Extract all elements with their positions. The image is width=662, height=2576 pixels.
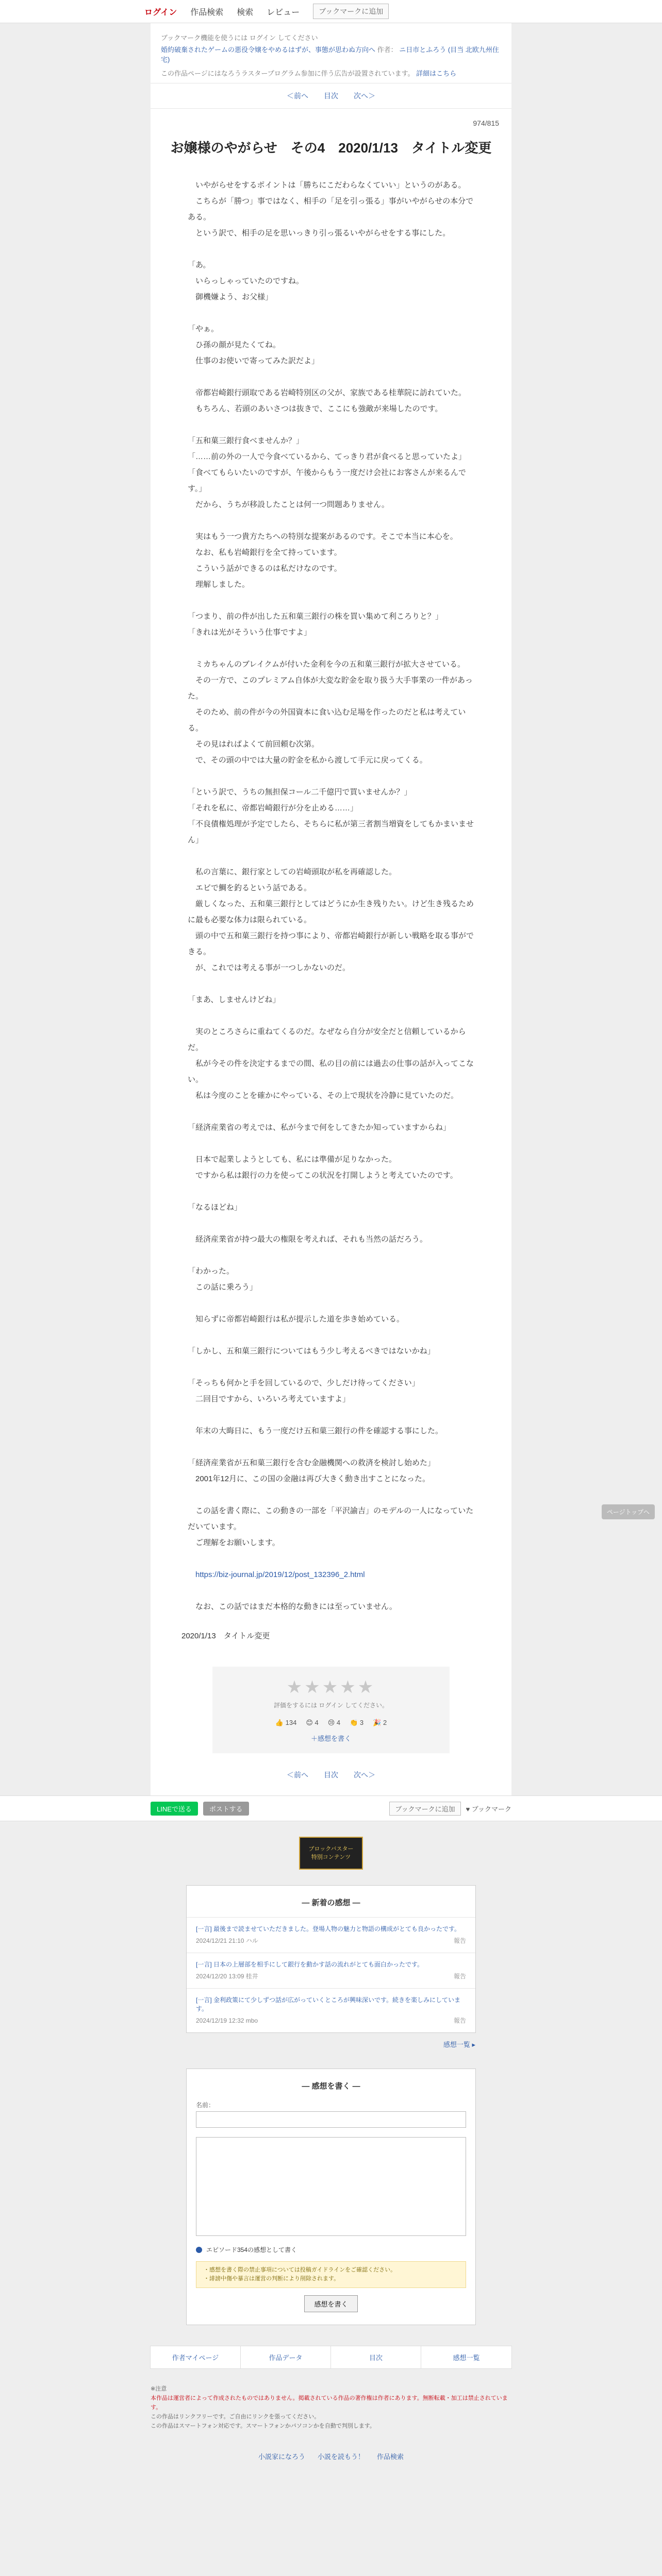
body-paragraph: ひ孫の顔が見たくてね。 [188, 341, 281, 349]
body-paragraph [188, 305, 474, 321]
body-paragraph: 「わかった。 [188, 1267, 235, 1276]
episode-counter: 974/815 [473, 119, 499, 127]
series-info [151, 44, 511, 66]
share-bar [0, 1795, 662, 1821]
body-paragraph [188, 1008, 474, 1024]
body-paragraph: 日本で起業しようとしても、私には準備が足りなかった。 [188, 1155, 397, 1164]
review-report[interactable]: 報告 [453, 1973, 466, 1980]
search-link[interactable]: 検索 [237, 8, 254, 17]
episode-body [151, 177, 511, 1615]
main-content [151, 23, 511, 1795]
body-paragraph [188, 592, 474, 608]
review-link[interactable]: レビュー [267, 8, 300, 17]
review-user[interactable]: 桂井 [245, 1973, 258, 1980]
episode-title: お嬢様のやがらせ その4 2020/1/13 タイトル変更 [170, 140, 492, 156]
body-paragraph: 実のところさらに重ねてくるのだ。なぜなら自分が安全だと信頼しているからだ。 [188, 1027, 466, 1052]
submit-review-button[interactable]: 感想を書く [304, 2295, 357, 2312]
body-paragraph [188, 1407, 474, 1423]
body-paragraph: この話に乗ろう」 [188, 1283, 258, 1292]
footer-index[interactable]: 目次 [331, 2346, 421, 2368]
next-link-bottom[interactable]: 次へ＞ [354, 1771, 375, 1779]
body-paragraph: 「まあ、しませんけどね」 [188, 995, 280, 1004]
body-paragraph [188, 1359, 474, 1375]
prev-link[interactable]: ＜前へ [287, 92, 308, 100]
rating-stars[interactable]: ★★★★★ [286, 1677, 376, 1697]
review-date: 2024/12/21 21:10 [196, 1937, 244, 1944]
pager-bottom [151, 1764, 511, 1795]
body-paragraph [188, 1183, 474, 1199]
body-paragraph: 実はもう一つ貴方たちへの特別な提案があるのです。そこで本当に本心を。 [188, 532, 458, 541]
reaction-4[interactable]: 👏 3 [350, 1719, 364, 1726]
body-paragraph: 「なるほどね」 [188, 1203, 242, 1212]
body-paragraph: 「やぁ。 [188, 325, 219, 333]
body-paragraph: こちらが「勝つ」事ではなく、相手の「足を引っ張る」事がいやがらせの本分である。 [188, 197, 474, 222]
reaction-row [212, 1719, 450, 1727]
name-label: 名前： [196, 2102, 215, 2109]
footer-mypage[interactable]: 作者マイページ [151, 2346, 241, 2368]
body-paragraph [188, 1247, 474, 1263]
review-date: 2024/12/20 13:09 [196, 1973, 244, 1980]
review-report[interactable]: 報告 [453, 2017, 466, 2024]
body-paragraph: 「経済産業省の考えでは、私が今まで何をしてきたか知っていますからね」 [188, 1123, 451, 1132]
body-paragraph: 私の言葉に、銀行家としての岩崎頭取が私を再確認した。 [188, 868, 397, 876]
body-paragraph: 理解しました。 [188, 580, 250, 589]
review-item [187, 1953, 475, 1988]
author-extra[interactable]: (目当 北欧九州住宅) [161, 46, 499, 63]
page-top-button[interactable]: ページトップへ [602, 1504, 655, 1519]
bookmark-button[interactable]: ブックマークに追加 [313, 4, 389, 19]
body-paragraph: その一方で、このプレミアム自体が大変な貯金を取り扱う大手事業の一件があった。 [188, 676, 473, 701]
prev-link-bottom[interactable]: ＜前へ [287, 1771, 308, 1779]
body-paragraph [188, 1136, 474, 1151]
author-link[interactable]: ニ日市とふろう [399, 46, 446, 54]
warning-line-2: ・誹謗中傷や暴言は運営の判断により削除されます。 [204, 2276, 340, 2282]
body-paragraph: 年末の大晦日に、もう一度だけ五和菓三銀行の件を確認する事にした。 [188, 1427, 443, 1435]
body-paragraph: 「きれは光がそういう仕事ですよ」 [188, 628, 312, 637]
body-paragraph: 「五和菓三銀行食べませんか？」 [188, 436, 304, 445]
review-text[interactable]: [一言] 最後まで読ませていただきました。登場人物の魅力と物語の構成がとても良かったです。 [196, 1925, 461, 1933]
body-paragraph [188, 1327, 474, 1343]
episode-check[interactable] [196, 2245, 466, 2254]
body-paragraph: なお、私も岩崎銀行を全て持っています。 [188, 548, 342, 557]
review-item [187, 1988, 475, 2032]
reaction-2[interactable]: 😊 4 [306, 1719, 319, 1726]
next-link[interactable]: 次へ＞ [354, 92, 375, 100]
warning-line-1: ・感想を書く際の禁止事項については投稿ガイドラインをご確認ください。 [204, 2267, 396, 2273]
review-text[interactable]: [一言] 日本の上層部を相手にして銀行を動かす話の流れがとても面白かったです。 [196, 1961, 424, 1968]
body-paragraph: エビで鯛を釣るという話である。 [188, 884, 312, 892]
reaction-3[interactable]: 😢 4 [327, 1719, 341, 1726]
bookmark-add-button[interactable]: ブックマークに追加 [389, 1802, 460, 1816]
review-meta [196, 1937, 466, 1945]
post-share-button[interactable]: ポストする [203, 1802, 249, 1816]
body-paragraph [188, 1487, 474, 1503]
login-link[interactable]: ログイン [144, 8, 177, 17]
bottom-nav [0, 2451, 662, 2461]
body-paragraph [188, 369, 474, 385]
warning-box [196, 2261, 466, 2288]
body-paragraph: 私が今その件を決定するまでの間、私の目の前には過去の仕事の話が入ってこない。 [188, 1059, 474, 1084]
review-user[interactable]: ハル [245, 1937, 258, 1944]
index-link[interactable]: 目次 [324, 92, 338, 100]
reaction-1[interactable]: 👍 134 [275, 1719, 297, 1726]
body-paragraph: その見はればよくて前回頼む次第。 [188, 740, 320, 749]
body-paragraph: 「という訳で、うちの無担保コール二千億円で買いませんか？」 [188, 788, 412, 796]
body-paragraph: 私は今度のことを確かにやっている、その上で現状を冷静に見ていたのだ。 [188, 1091, 459, 1100]
top-bar [0, 0, 662, 23]
check-radio-icon[interactable] [196, 2247, 202, 2253]
bottom-link-1[interactable]: 小説家になろう [258, 2453, 305, 2461]
footer-links [150, 2346, 512, 2369]
body-paragraph [188, 1583, 474, 1599]
pager-top [151, 83, 511, 109]
caution-red: 本作品は運営者によって作成されたものではありません。掲載されている作品の著作権は作者にあります。無断転載・加工は禁止されています。 [151, 2395, 508, 2411]
ranking-link[interactable]: 作品検索 [190, 8, 224, 17]
review-date: 2024/12/19 12:32 [196, 2017, 244, 2024]
body-paragraph: いやがらせをするポイントは「勝ちにこだわらなくていい」というのがある。 [188, 181, 466, 190]
body-paragraph: 「そっちも何かと手を回しているので、少しだけ待ってください」 [188, 1379, 420, 1387]
body-paragraph: もちろん、若頭のあいさつは抜きで、ここにも強敵が来場したのです。 [188, 404, 443, 413]
body-paragraph: 知らずに帝都岩崎銀行は私が提示した道を歩き始めている。 [188, 1315, 405, 1324]
body-paragraph [188, 417, 474, 433]
index-link-bottom[interactable]: 目次 [324, 1771, 338, 1779]
body-paragraph [188, 513, 474, 529]
body-paragraph: 「あ。 [188, 261, 211, 269]
bottom-link-2[interactable]: 小説を読もう！ [317, 2453, 365, 2461]
body-paragraph [188, 1439, 474, 1455]
body-paragraph[interactable]: https://biz-journal.jp/2019/12/post_132396_2.html [188, 1570, 365, 1579]
body-paragraph: ご理解をお願いします。 [188, 1538, 280, 1547]
body-paragraph: 二回目ですから、いろいろ考えていますよ」 [188, 1395, 351, 1403]
body-paragraph: 御機嫌よう、お父様」 [188, 293, 273, 301]
body-paragraph: 「経済産業省が五和菓三銀行を含む金融機関への救済を検討し始めた」 [188, 1459, 436, 1467]
footer-reviews[interactable]: 感想一覧 [453, 2354, 480, 2362]
ad-note [151, 66, 511, 83]
series-title-link[interactable]: 婚約破棄されたゲームの悪役令嬢をやめるはずが、事態が思わぬ方向へ [161, 46, 376, 54]
review-meta [196, 2016, 466, 2025]
body-paragraph: 「それを私に、帝都岩崎銀行が分を止める……」 [188, 804, 358, 812]
reviews-title: ― 新着の感想 ― [302, 1899, 360, 1907]
caution-normal-2: この作品はスマートフォン対応です。スマートフォンかパソコンかを自動で判別します。 [151, 2423, 375, 2429]
body-paragraph: 頭の中で五和菓三銀行を持つ事により、帝都岩崎銀行が新しい戦略を取る事ができる。 [188, 931, 474, 956]
body-paragraph: だから、うちが移設したことは何一つ問題ありません。 [188, 500, 389, 509]
caution-box [151, 2384, 511, 2431]
review-form [186, 2069, 476, 2325]
body-paragraph: 「しかし、五和菓三銀行についてはもう少し考えるべきではないかね」 [188, 1347, 435, 1355]
promo-banner[interactable] [299, 1837, 363, 1870]
review-meta [196, 1972, 466, 1981]
promo-banner-text: ブロックバスター 特別コンテンツ [308, 1846, 354, 1860]
rating-box [212, 1667, 450, 1753]
review-report[interactable]: 報告 [453, 1937, 466, 1944]
body-paragraph: この話を書く際に、この動きの一部を「平沢諭吉」のモデルの一人になっていただいています。 [188, 1506, 474, 1531]
body-paragraph: で、その頭の中では大量の貯金を私から渡して手元に戻ってくる。 [188, 756, 427, 765]
body-paragraph [188, 976, 474, 992]
bookmark-status[interactable]: ♥ ブックマーク [466, 1805, 511, 1813]
line-share-button[interactable]: LINEで送る [151, 1802, 198, 1816]
review-item [187, 1917, 475, 1953]
body-paragraph: 帝都岩崎銀行頭取である岩崎特別区の父が、家族である桂華院に訪れていた。 [188, 388, 467, 397]
body-paragraph: 厳しくなった、五和菓三銀行としてはどうにか生き残りたい。けど生き残るために最も必要な体力は限られている。 [188, 900, 474, 924]
caution-normal: この作品はリンクフリーです。ご自由にリンクを張ってください。 [151, 2414, 320, 2420]
body-paragraph: こういう話ができるのは私だけなのです。 [188, 564, 342, 573]
login-note: ブックマーク機能を使うには ログイン してください [161, 34, 318, 42]
caution-label: ※注意 [151, 2386, 167, 2392]
body-paragraph [188, 1551, 474, 1567]
reaction-5[interactable]: 🎉 2 [373, 1719, 387, 1726]
body-paragraph: 2001年12月に、この国の金融は再び大きく動き出すことになった。 [188, 1475, 431, 1483]
body-paragraph [188, 640, 474, 656]
body-paragraph: 「……前の外の一人で今食べているから、てっきり君が食べると思っていたよ」 [188, 452, 467, 461]
body-paragraph: が、これでは考える事が一つしかないのだ。 [188, 963, 351, 972]
episode-check-label: エピソード354の感想として書く [206, 2246, 297, 2253]
footer-data[interactable]: 作品データ [241, 2346, 331, 2368]
body-paragraph [188, 1295, 474, 1311]
rating-note: 評価をするには ログイン してください。 [273, 1702, 389, 1709]
body-paragraph [188, 241, 474, 257]
name-input[interactable] [196, 2111, 466, 2128]
date-note: 2020/1/13 タイトル変更 [181, 1632, 270, 1640]
ad-note-link[interactable]: 詳細はこちら [416, 70, 457, 77]
bottom-link-3[interactable]: 作品検索 [377, 2453, 404, 2461]
body-paragraph: 仕事のお使いで寄ってみた訳だよ」 [188, 357, 320, 365]
review-user[interactable]: mbo [245, 2017, 258, 2024]
body-paragraph [188, 1215, 474, 1231]
author-label: 作者： [377, 46, 398, 54]
ad-note-text: この作品ページにはなろうラスタープログラム参加に伴う広告が設置されています。 [161, 70, 415, 77]
reviews-more-link[interactable]: 感想一覧 ▸ [443, 2041, 475, 2048]
reviews-section [186, 1885, 476, 2033]
body-paragraph [188, 768, 474, 784]
body-paragraph: 経済産業省が持つ最大の権限を考えれば、それも当然の話だろう。 [188, 1235, 428, 1244]
body-paragraph [188, 1104, 474, 1120]
review-textarea[interactable] [196, 2137, 466, 2236]
body-paragraph [188, 848, 474, 864]
body-paragraph: 「不良債権処理が予定でしたら、そちらに私が第三者割当増資をしてもかまいません」 [188, 820, 474, 844]
body-paragraph: いらっしゃっていたのですね。 [188, 277, 304, 285]
body-paragraph: そのため、前の件が今の外国資本に食い込む足場を作ったのだと私は考えている。 [188, 708, 466, 733]
review-text[interactable]: [一言] 金利政策にて少しずつ話が広がっていくところが興味深いです。続きを楽しみにしています。 [196, 1996, 461, 2012]
body-paragraph: ミカちゃんのブレイクムが付いた金利を今の五和菓三銀行が拡大させている。 [188, 660, 466, 669]
body-paragraph: 「つまり、前の件が出した五和菓三銀行の株を買い集めて利ころりと？」 [188, 612, 443, 621]
write-review-link[interactable]: ＋感想を書く [310, 1735, 351, 1742]
body-paragraph: なお、この話ではまだ本格的な動きには至っていません。 [188, 1602, 397, 1611]
body-paragraph: という訳で、相手の足を思いっきり引っ張るいやがらせをする事にした。 [188, 229, 451, 238]
form-title: ― 感想を書く ― [302, 2082, 360, 2091]
body-paragraph: 「食べてもらいたいのですが、午後からもう一度だけ会社にお客さんが来るんです。」 [188, 468, 467, 493]
body-paragraph: ですから私は銀行の力を使ってこの状況を打開しようと考えていたのです。 [188, 1171, 458, 1180]
